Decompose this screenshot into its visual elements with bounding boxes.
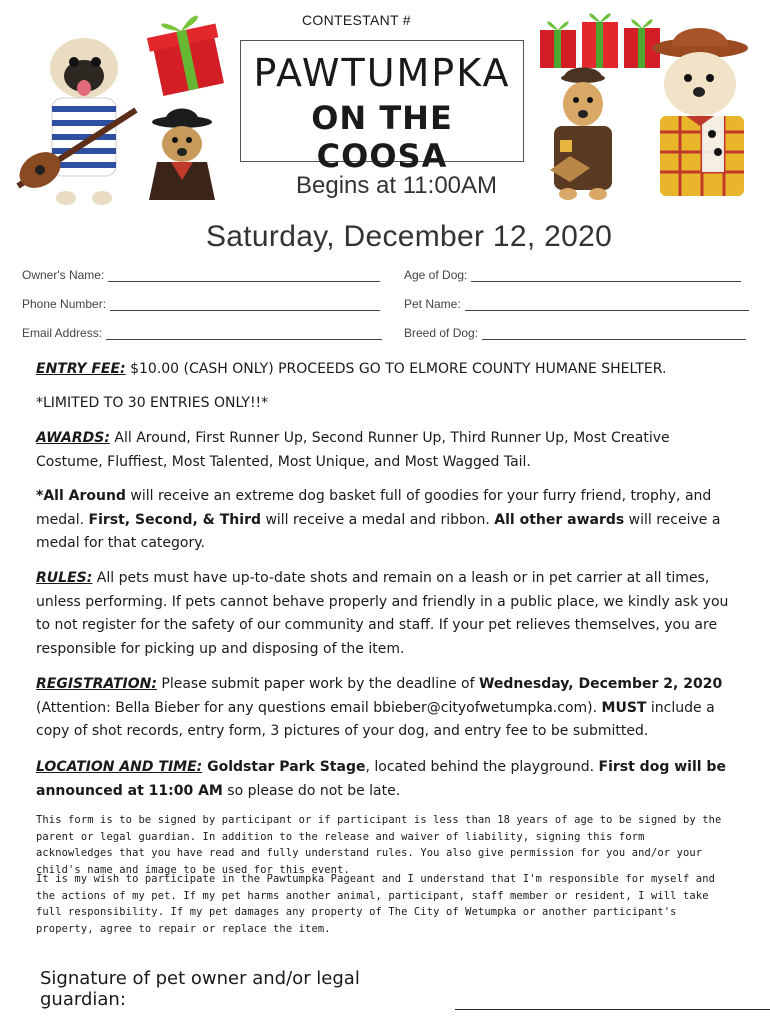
prize-text-1: will receive an extreme dog basket full of goodies for your furry friend, trophy, and medal. (36, 488, 712, 528)
phone-number-line[interactable] (110, 299, 380, 311)
age-of-dog-line[interactable] (471, 270, 741, 282)
delivery-dog-icon (540, 70, 626, 200)
rules-paragraph (36, 567, 736, 661)
breed-of-dog-label: Breed of Dog: (404, 326, 479, 340)
registration-paragraph (36, 673, 736, 744)
pug-guitar-icon (18, 10, 138, 210)
registration-text-1: Please submit paper work by the deadline of (156, 676, 479, 692)
owner-name-label: Owner's Name: (22, 268, 105, 282)
waiver-paragraph-1: This form is to be signed by participant or if participant is less than 18 years of age to be signed by the parent or legal guardian. In addition to the release and waiver of liability, signing this form acknowledges that you have read and fully understand rules. You also give permission for you and/or your child's name and image to be used for this event. (36, 814, 722, 876)
email-address-field[interactable] (22, 326, 382, 340)
owner-name-field[interactable] (22, 268, 380, 282)
email-address-label: Email Address: (22, 326, 103, 340)
prize-other-awards: All other awards (494, 511, 625, 528)
registration-text-3: include a copy of shot records, entry form, 3 pictures of your dog, and entry fee to be submitted. (36, 699, 715, 739)
contestant-number-label: CONTESTANT # (302, 12, 411, 28)
event-subtitle: ON THE COOSA (311, 99, 453, 175)
registration-label: REGISTRATION: (36, 676, 157, 692)
owner-name-line[interactable] (108, 270, 380, 282)
location-paragraph (36, 756, 736, 803)
registration-text-2: (Attention: Bella Bieber for any questions email bbieber@cityofwetumpka.com). (36, 699, 602, 716)
signature-field[interactable] (40, 968, 770, 1010)
waiver-paragraph-2: It is my wish to participate in the Pawtumpka Pageant and I understand that I'm responsible for myself and the actions of my pet. If my pet harms another animal, participant, staff member or resident, I will take full responsibility. If my pet damages any property of The City of Wetumpka or another participant's property, agree to repair or replace the item. (36, 873, 716, 935)
phone-number-label: Phone Number: (22, 297, 107, 311)
age-of-dog-label: Age of Dog: (404, 268, 468, 282)
entry-fee-text: $10.00 (CASH ONLY) PROCEEDS GO TO ELMORE COUNTY HUMANE SHELTER. (125, 361, 667, 377)
entry-fee-label: ENTRY FEE: (36, 361, 126, 377)
prize-text-2: will receive a medal and ribbon. (261, 511, 495, 528)
event-date: Saturday, December 12, 2020 (206, 220, 613, 253)
gift-box-icon (148, 8, 228, 96)
event-title: PAWTUMPKA (253, 51, 511, 95)
cowboy-dog-icon (145, 100, 220, 200)
location-label: LOCATION AND TIME: (36, 759, 203, 775)
start-time: Begins at 11:00AM (296, 172, 498, 199)
limited-entries-note: *LIMITED TO 30 ENTRIES ONLY!!* (36, 395, 269, 411)
phone-number-field[interactable] (22, 297, 380, 311)
prize-text-3: will receive a medal for that category. (36, 511, 721, 551)
awards-paragraph (36, 427, 736, 474)
pet-name-label: Pet Name: (404, 297, 461, 311)
pet-name-field[interactable] (404, 297, 749, 311)
email-address-line[interactable] (106, 328, 382, 340)
registration-must: MUST (601, 699, 647, 716)
awards-label: AWARDS: (36, 430, 110, 446)
location-announce-time: First dog will be announced at 11:00 AM (36, 759, 726, 799)
registration-deadline: Wednesday, December 2, 2020 (478, 676, 723, 692)
pet-name-line[interactable] (465, 299, 749, 311)
signature-label: Signature of pet owner and/or legal guardian: (40, 968, 360, 1010)
entry-fee-paragraph (36, 358, 736, 382)
location-text-2: so please do not be late. (222, 782, 401, 799)
breed-of-dog-field[interactable] (404, 326, 746, 340)
signature-line[interactable] (455, 993, 770, 1010)
prizes-paragraph (36, 485, 736, 556)
breed-of-dog-line[interactable] (482, 328, 746, 340)
awards-text: All Around, First Runner Up, Second Runner Up, Third Runner Up, Most Creative Costume, Fluffiest, Most Talented, Most Unique, and Most Wagged Tail. (36, 430, 670, 470)
age-of-dog-field[interactable] (404, 268, 741, 282)
location-text-1: , located behind the playground. (365, 759, 599, 775)
location-venue: Goldstar Park Stage (202, 759, 366, 775)
title-box (240, 40, 524, 175)
rules-label: RULES: (36, 570, 93, 586)
prize-runner-ups: First, Second, & Third (88, 511, 261, 528)
woody-dog-icon (642, 22, 760, 202)
rules-text: All pets must have up-to-date shots and remain on a leash or in pet carrier at all times, unless performing. If pets cannot behave properly and friendly in a public place, we kindly ask you to not register for the safety of our community and staff. If your pet relieves themselves, you are responsible for picking up and disposing of the item. (36, 570, 729, 657)
prize-all-around: *All Around (36, 488, 126, 504)
